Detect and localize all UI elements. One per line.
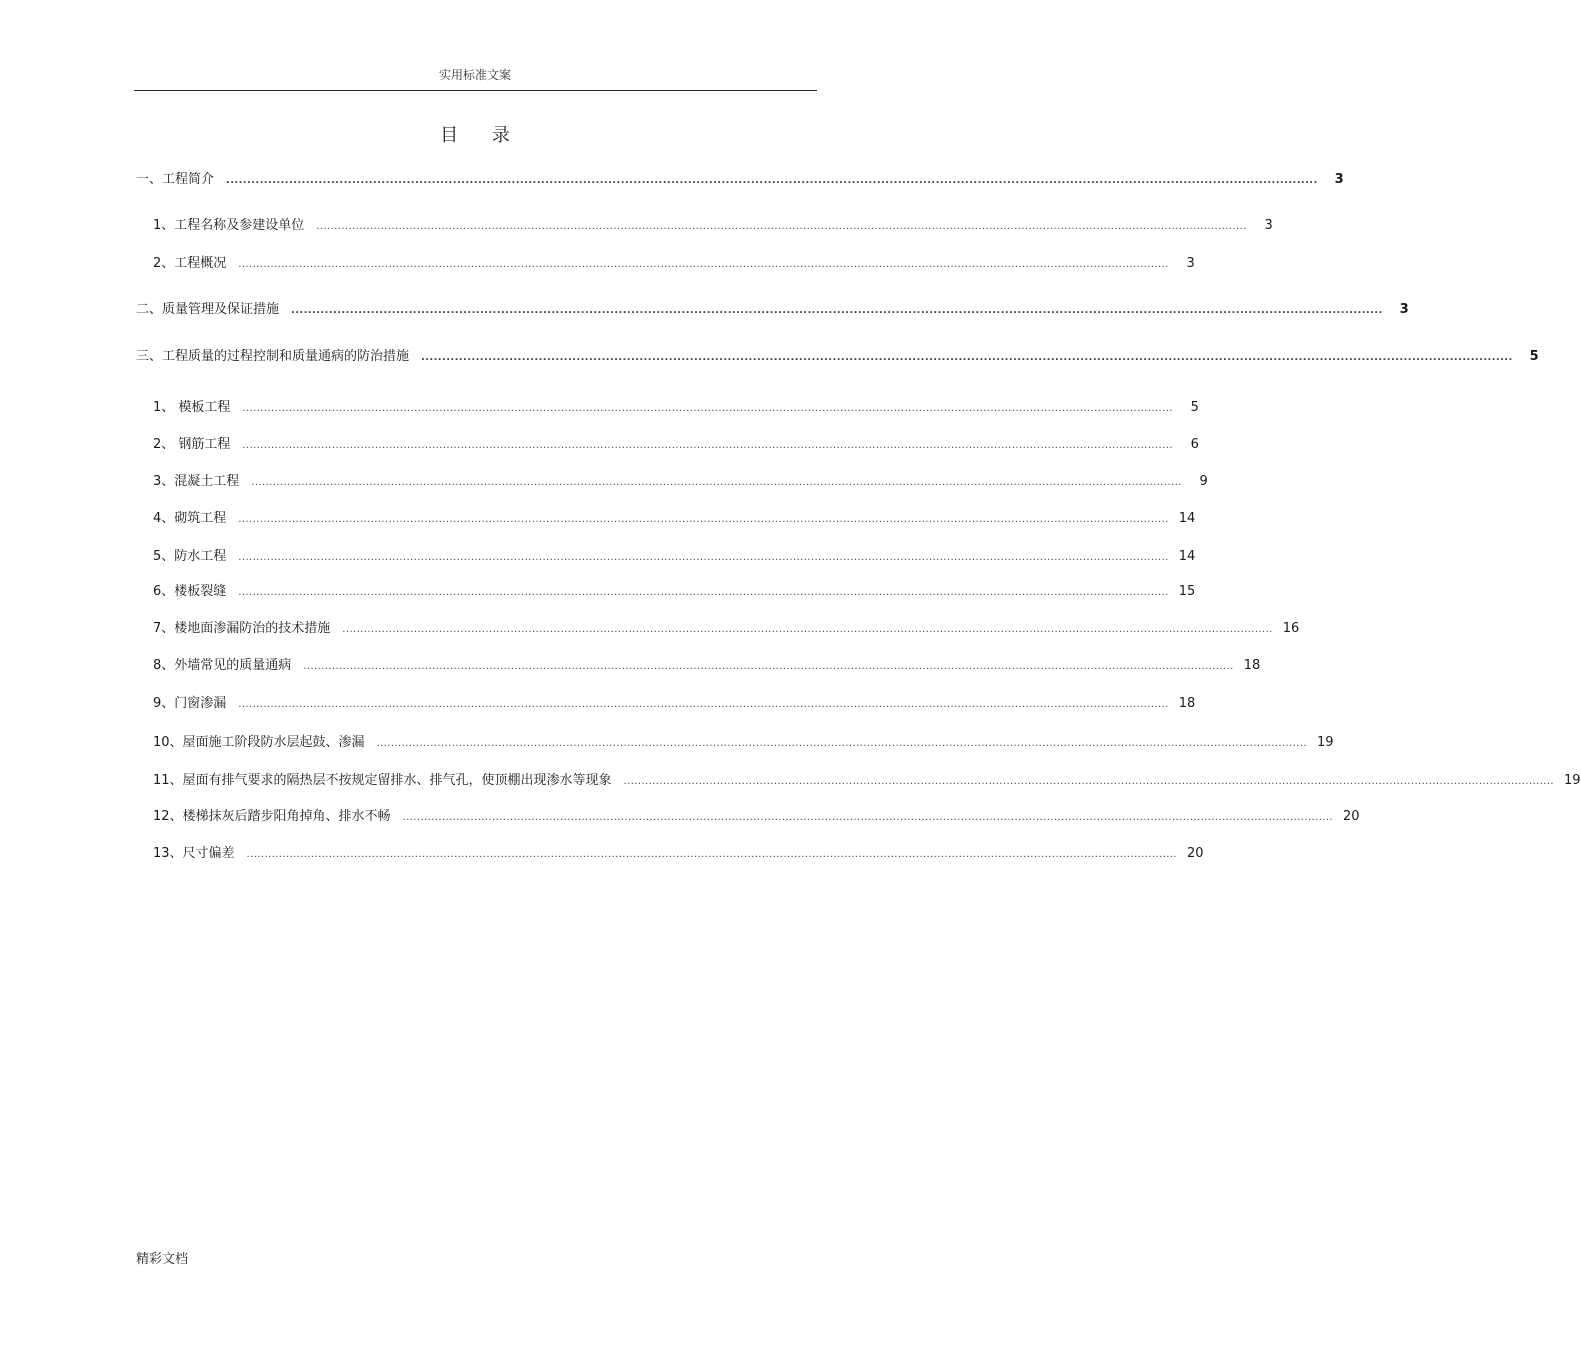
toc-entry[interactable] <box>153 808 1360 826</box>
toc-entry[interactable] <box>153 255 1195 273</box>
toc-leader-dots: .................................................................................................................................................................................................................................................................... <box>421 352 1513 363</box>
toc-entry[interactable] <box>153 473 1208 491</box>
toc-title: 目 录 <box>440 125 524 146</box>
toc-leader-dots: .................................................................................................................................................................................................................................................................... <box>226 175 1318 186</box>
toc-entry[interactable] <box>136 171 1344 189</box>
toc-entry-page: 19 <box>1317 735 1334 750</box>
toc-entry-label: 1、工程名称及参建设单位 <box>153 218 305 233</box>
toc-entry-page: 3 <box>1399 302 1409 317</box>
toc-leader-dots: .................................................................................................................................................................................................................................................................... <box>242 403 1173 414</box>
toc-entry-label: 1、 模板工程 <box>153 400 231 415</box>
toc-entry-label: 9、门窗渗漏 <box>153 696 227 711</box>
toc-entry[interactable] <box>153 399 1199 417</box>
toc-entry-label: 12、楼梯抹灰后踏步阳角掉角、排水不畅 <box>153 809 391 824</box>
toc-leader-dots: .................................................................................................................................................................................................................................................................... <box>238 699 1169 710</box>
toc-entry-page: 14 <box>1178 549 1196 564</box>
toc-entry-label: 二、质量管理及保证措施 <box>136 302 280 317</box>
toc-entry[interactable] <box>153 845 1204 863</box>
toc-entry-page: 14 <box>1178 511 1196 526</box>
toc-entry[interactable] <box>153 548 1196 566</box>
toc-leader-dots: .................................................................................................................................................................................................................................................................... <box>242 440 1173 451</box>
toc-entry[interactable] <box>153 510 1196 528</box>
toc-entry-label: 3、混凝土工程 <box>153 474 240 489</box>
toc-entry-page: 16 <box>1282 621 1300 636</box>
toc-entry[interactable] <box>153 620 1300 638</box>
toc-leader-dots: .................................................................................................................................................................................................................................................................... <box>316 221 1247 232</box>
toc-leader-dots: .................................................................................................................................................................................................................................................................... <box>291 305 1383 316</box>
toc-leader-dots: .................................................................................................................................................................................................................................................................... <box>251 477 1182 488</box>
toc-entry[interactable] <box>136 348 1539 366</box>
toc-entry[interactable] <box>153 772 1581 790</box>
toc-entry[interactable] <box>153 436 1199 454</box>
toc-entry-page: 3 <box>1186 256 1195 271</box>
toc-entry-page: 5 <box>1190 400 1199 415</box>
toc-leader-dots: .................................................................................................................................................................................................................................................................... <box>246 849 1178 860</box>
toc-leader-dots: .................................................................................................................................................................................................................................................................... <box>342 624 1273 635</box>
toc-entry[interactable] <box>153 583 1196 601</box>
toc-entry-page: 20 <box>1187 846 1204 861</box>
toc-entry-label: 一、工程简介 <box>136 172 215 187</box>
toc-entry-page: 19 <box>1564 773 1581 788</box>
toc-leader-dots: .................................................................................................................................................................................................................................................................... <box>238 587 1169 598</box>
page-header: 实用标准文案 <box>438 68 511 82</box>
toc-leader-dots: .................................................................................................................................................................................................................................................................... <box>623 776 1555 787</box>
toc-entry-label: 2、 钢筋工程 <box>153 437 231 452</box>
toc-entry-page: 6 <box>1190 437 1199 452</box>
toc-entry-label: 8、外墙常见的质量通病 <box>153 658 292 673</box>
toc-entry-page: 15 <box>1178 584 1196 599</box>
toc-entry[interactable] <box>153 657 1261 675</box>
toc-entry[interactable] <box>153 217 1273 235</box>
toc-leader-dots: .................................................................................................................................................................................................................................................................... <box>238 259 1169 270</box>
toc-leader-dots: .................................................................................................................................................................................................................................................................... <box>238 552 1169 563</box>
header-divider <box>134 90 817 91</box>
toc-leader-dots: .................................................................................................................................................................................................................................................................... <box>303 661 1234 672</box>
toc-leader-dots: .................................................................................................................................................................................................................................................................... <box>376 738 1308 749</box>
toc-entry-label: 6、楼板裂缝 <box>153 584 227 599</box>
toc-entry-label: 10、屋面施工阶段防水层起鼓、渗漏 <box>153 735 365 750</box>
page-footer: 精彩文档 <box>136 1252 189 1267</box>
toc-entry-label: 7、楼地面渗漏防治的技术措施 <box>153 621 331 636</box>
toc-entry-label: 13、尺寸偏差 <box>153 846 235 861</box>
toc-entry-page: 18 <box>1243 658 1261 673</box>
toc-entry-page: 9 <box>1199 474 1208 489</box>
toc-entry-page: 18 <box>1178 696 1196 711</box>
toc-entry[interactable] <box>153 734 1334 752</box>
toc-entry-label: 4、砌筑工程 <box>153 511 227 526</box>
toc-entry-label: 11、屋面有排气要求的隔热层不按规定留排水、排气孔，使顶棚出现渗水等现象 <box>153 773 612 788</box>
toc-entry-page: 3 <box>1264 218 1273 233</box>
toc-entry-label: 5、防水工程 <box>153 549 227 564</box>
toc-entry[interactable] <box>136 301 1409 319</box>
toc-entry-label: 三、工程质量的过程控制和质量通病的防治措施 <box>136 349 410 364</box>
toc-entry-label: 2、工程概况 <box>153 256 227 271</box>
toc-entry[interactable] <box>153 695 1196 713</box>
toc-leader-dots: .................................................................................................................................................................................................................................................................... <box>402 812 1334 823</box>
toc-leader-dots: .................................................................................................................................................................................................................................................................... <box>238 514 1169 525</box>
toc-entry-page: 20 <box>1343 809 1360 824</box>
toc-entry-page: 5 <box>1529 349 1539 364</box>
toc-entry-page: 3 <box>1334 172 1344 187</box>
